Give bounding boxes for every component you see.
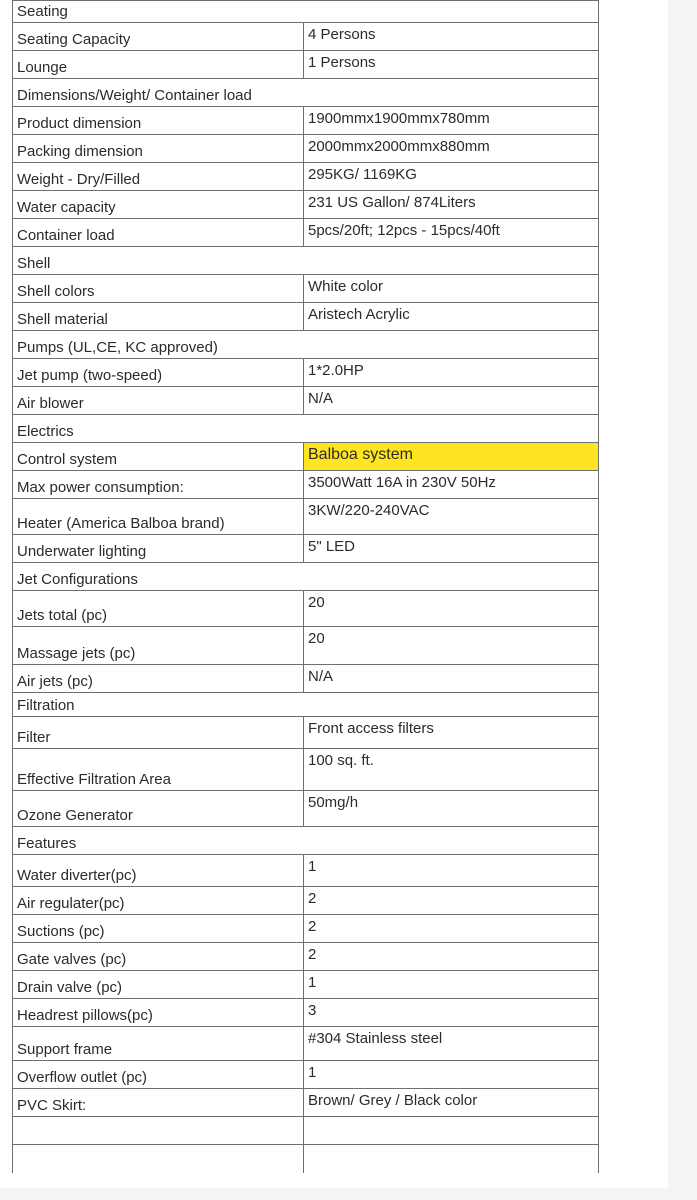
spec-row	[13, 275, 599, 303]
spec-label: Effective Filtration Area	[13, 749, 304, 791]
spec-row	[13, 191, 599, 219]
spec-value: 4 Persons	[304, 23, 599, 51]
spec-value: 231 US Gallon/ 874Liters	[304, 191, 599, 219]
spec-value: 2	[304, 915, 599, 943]
spec-row	[13, 107, 599, 135]
spec-label: Max power consumption:	[13, 471, 304, 499]
spec-value: 2000mmx2000mmx880mm	[304, 135, 599, 163]
section-row	[13, 1, 599, 23]
spec-label: Heater (America Balboa brand)	[13, 499, 304, 535]
spec-label	[13, 1145, 304, 1173]
spec-row	[13, 915, 599, 943]
spec-label: Seating Capacity	[13, 23, 304, 51]
spec-value: 20	[304, 627, 599, 665]
spec-row	[13, 1089, 599, 1117]
spec-row	[13, 1027, 599, 1061]
spec-row	[13, 499, 599, 535]
spec-value: 295KG/ 1169KG	[304, 163, 599, 191]
spec-value: 1	[304, 971, 599, 999]
spec-row	[13, 717, 599, 749]
spec-value: #304 Stainless steel	[304, 1027, 599, 1061]
spec-label: Headrest pillows(pc)	[13, 999, 304, 1027]
spec-label: Jets total (pc)	[13, 591, 304, 627]
spec-value: 2	[304, 887, 599, 915]
spec-value: White color	[304, 275, 599, 303]
spec-label: Jet pump (two-speed)	[13, 359, 304, 387]
blank-row	[13, 1145, 599, 1173]
spec-value: 5pcs/20ft; 12pcs - 15pcs/40ft	[304, 219, 599, 247]
spec-label: Overflow outlet (pc)	[13, 1061, 304, 1089]
spec-row	[13, 471, 599, 499]
spec-value: 3	[304, 999, 599, 1027]
spec-row	[13, 591, 599, 627]
section-row	[13, 331, 599, 359]
spec-label: Shell colors	[13, 275, 304, 303]
spec-row	[13, 535, 599, 563]
spec-label	[13, 1117, 304, 1145]
spec-row	[13, 387, 599, 415]
section-heading: Electrics	[13, 415, 599, 443]
spec-label: Water capacity	[13, 191, 304, 219]
spec-row	[13, 971, 599, 999]
spec-label: Drain valve (pc)	[13, 971, 304, 999]
section-heading: Dimensions/Weight/ Container load	[13, 79, 599, 107]
section-row	[13, 827, 599, 855]
spec-value	[304, 1117, 599, 1145]
section-row	[13, 693, 599, 717]
spec-label: Container load	[13, 219, 304, 247]
spec-row	[13, 163, 599, 191]
spec-value: 1 Persons	[304, 51, 599, 79]
spec-label: Packing dimension	[13, 135, 304, 163]
section-row	[13, 415, 599, 443]
spec-value: 100 sq. ft.	[304, 749, 599, 791]
spec-value: 20	[304, 591, 599, 627]
spec-row	[13, 887, 599, 915]
spec-value: 1	[304, 1061, 599, 1089]
spec-row	[13, 219, 599, 247]
spec-row	[13, 999, 599, 1027]
section-heading: Features	[13, 827, 599, 855]
blank-row	[13, 1117, 599, 1145]
spec-row	[13, 443, 599, 471]
spec-label: Shell material	[13, 303, 304, 331]
spec-row	[13, 627, 599, 665]
spec-value: Brown/ Grey / Black color	[304, 1089, 599, 1117]
spec-value: 5" LED	[304, 535, 599, 563]
section-heading: Shell	[13, 247, 599, 275]
spec-value: 1	[304, 855, 599, 887]
spec-row	[13, 791, 599, 827]
section-row	[13, 247, 599, 275]
spec-label: Air blower	[13, 387, 304, 415]
spec-row	[13, 359, 599, 387]
spec-value: 1900mmx1900mmx780mm	[304, 107, 599, 135]
spec-label: Air jets (pc)	[13, 665, 304, 693]
spec-value: 3500Watt 16A in 230V 50Hz	[304, 471, 599, 499]
spec-label: Control system	[13, 443, 304, 471]
spec-label: Lounge	[13, 51, 304, 79]
spec-value: 1*2.0HP	[304, 359, 599, 387]
section-row	[13, 563, 599, 591]
spec-label: Support frame	[13, 1027, 304, 1061]
spec-row	[13, 303, 599, 331]
spec-value: Aristech Acrylic	[304, 303, 599, 331]
spec-label: Gate valves (pc)	[13, 943, 304, 971]
spec-row	[13, 23, 599, 51]
spec-value: 3KW/220-240VAC	[304, 499, 599, 535]
spec-value: Front access filters	[304, 717, 599, 749]
spec-row	[13, 51, 599, 79]
spec-label: Filter	[13, 717, 304, 749]
spec-row	[13, 855, 599, 887]
spec-label: Massage jets (pc)	[13, 627, 304, 665]
section-heading: Jet Configurations	[13, 563, 599, 591]
spec-row	[13, 749, 599, 791]
spec-label: Weight - Dry/Filled	[13, 163, 304, 191]
spec-row	[13, 135, 599, 163]
section-heading: Pumps (UL,CE, KC approved)	[13, 331, 599, 359]
spec-label: Underwater lighting	[13, 535, 304, 563]
spec-row	[13, 1061, 599, 1089]
spec-label: Ozone Generator	[13, 791, 304, 827]
spec-value	[304, 1145, 599, 1173]
spec-label: PVC Skirt:	[13, 1089, 304, 1117]
spec-label: Suctions (pc)	[13, 915, 304, 943]
section-heading: Seating	[13, 1, 599, 23]
section-row	[13, 79, 599, 107]
spec-row	[13, 665, 599, 693]
spec-table	[12, 0, 599, 1173]
spec-label: Water diverter(pc)	[13, 855, 304, 887]
spec-value: 50mg/h	[304, 791, 599, 827]
spec-value: N/A	[304, 665, 599, 693]
spec-label: Product dimension	[13, 107, 304, 135]
section-heading: Filtration	[13, 693, 599, 717]
spec-value: 2	[304, 943, 599, 971]
spec-label: Air regulater(pc)	[13, 887, 304, 915]
spec-row	[13, 943, 599, 971]
spec-value: N/A	[304, 387, 599, 415]
spec-value-highlighted: Balboa system	[304, 443, 599, 471]
